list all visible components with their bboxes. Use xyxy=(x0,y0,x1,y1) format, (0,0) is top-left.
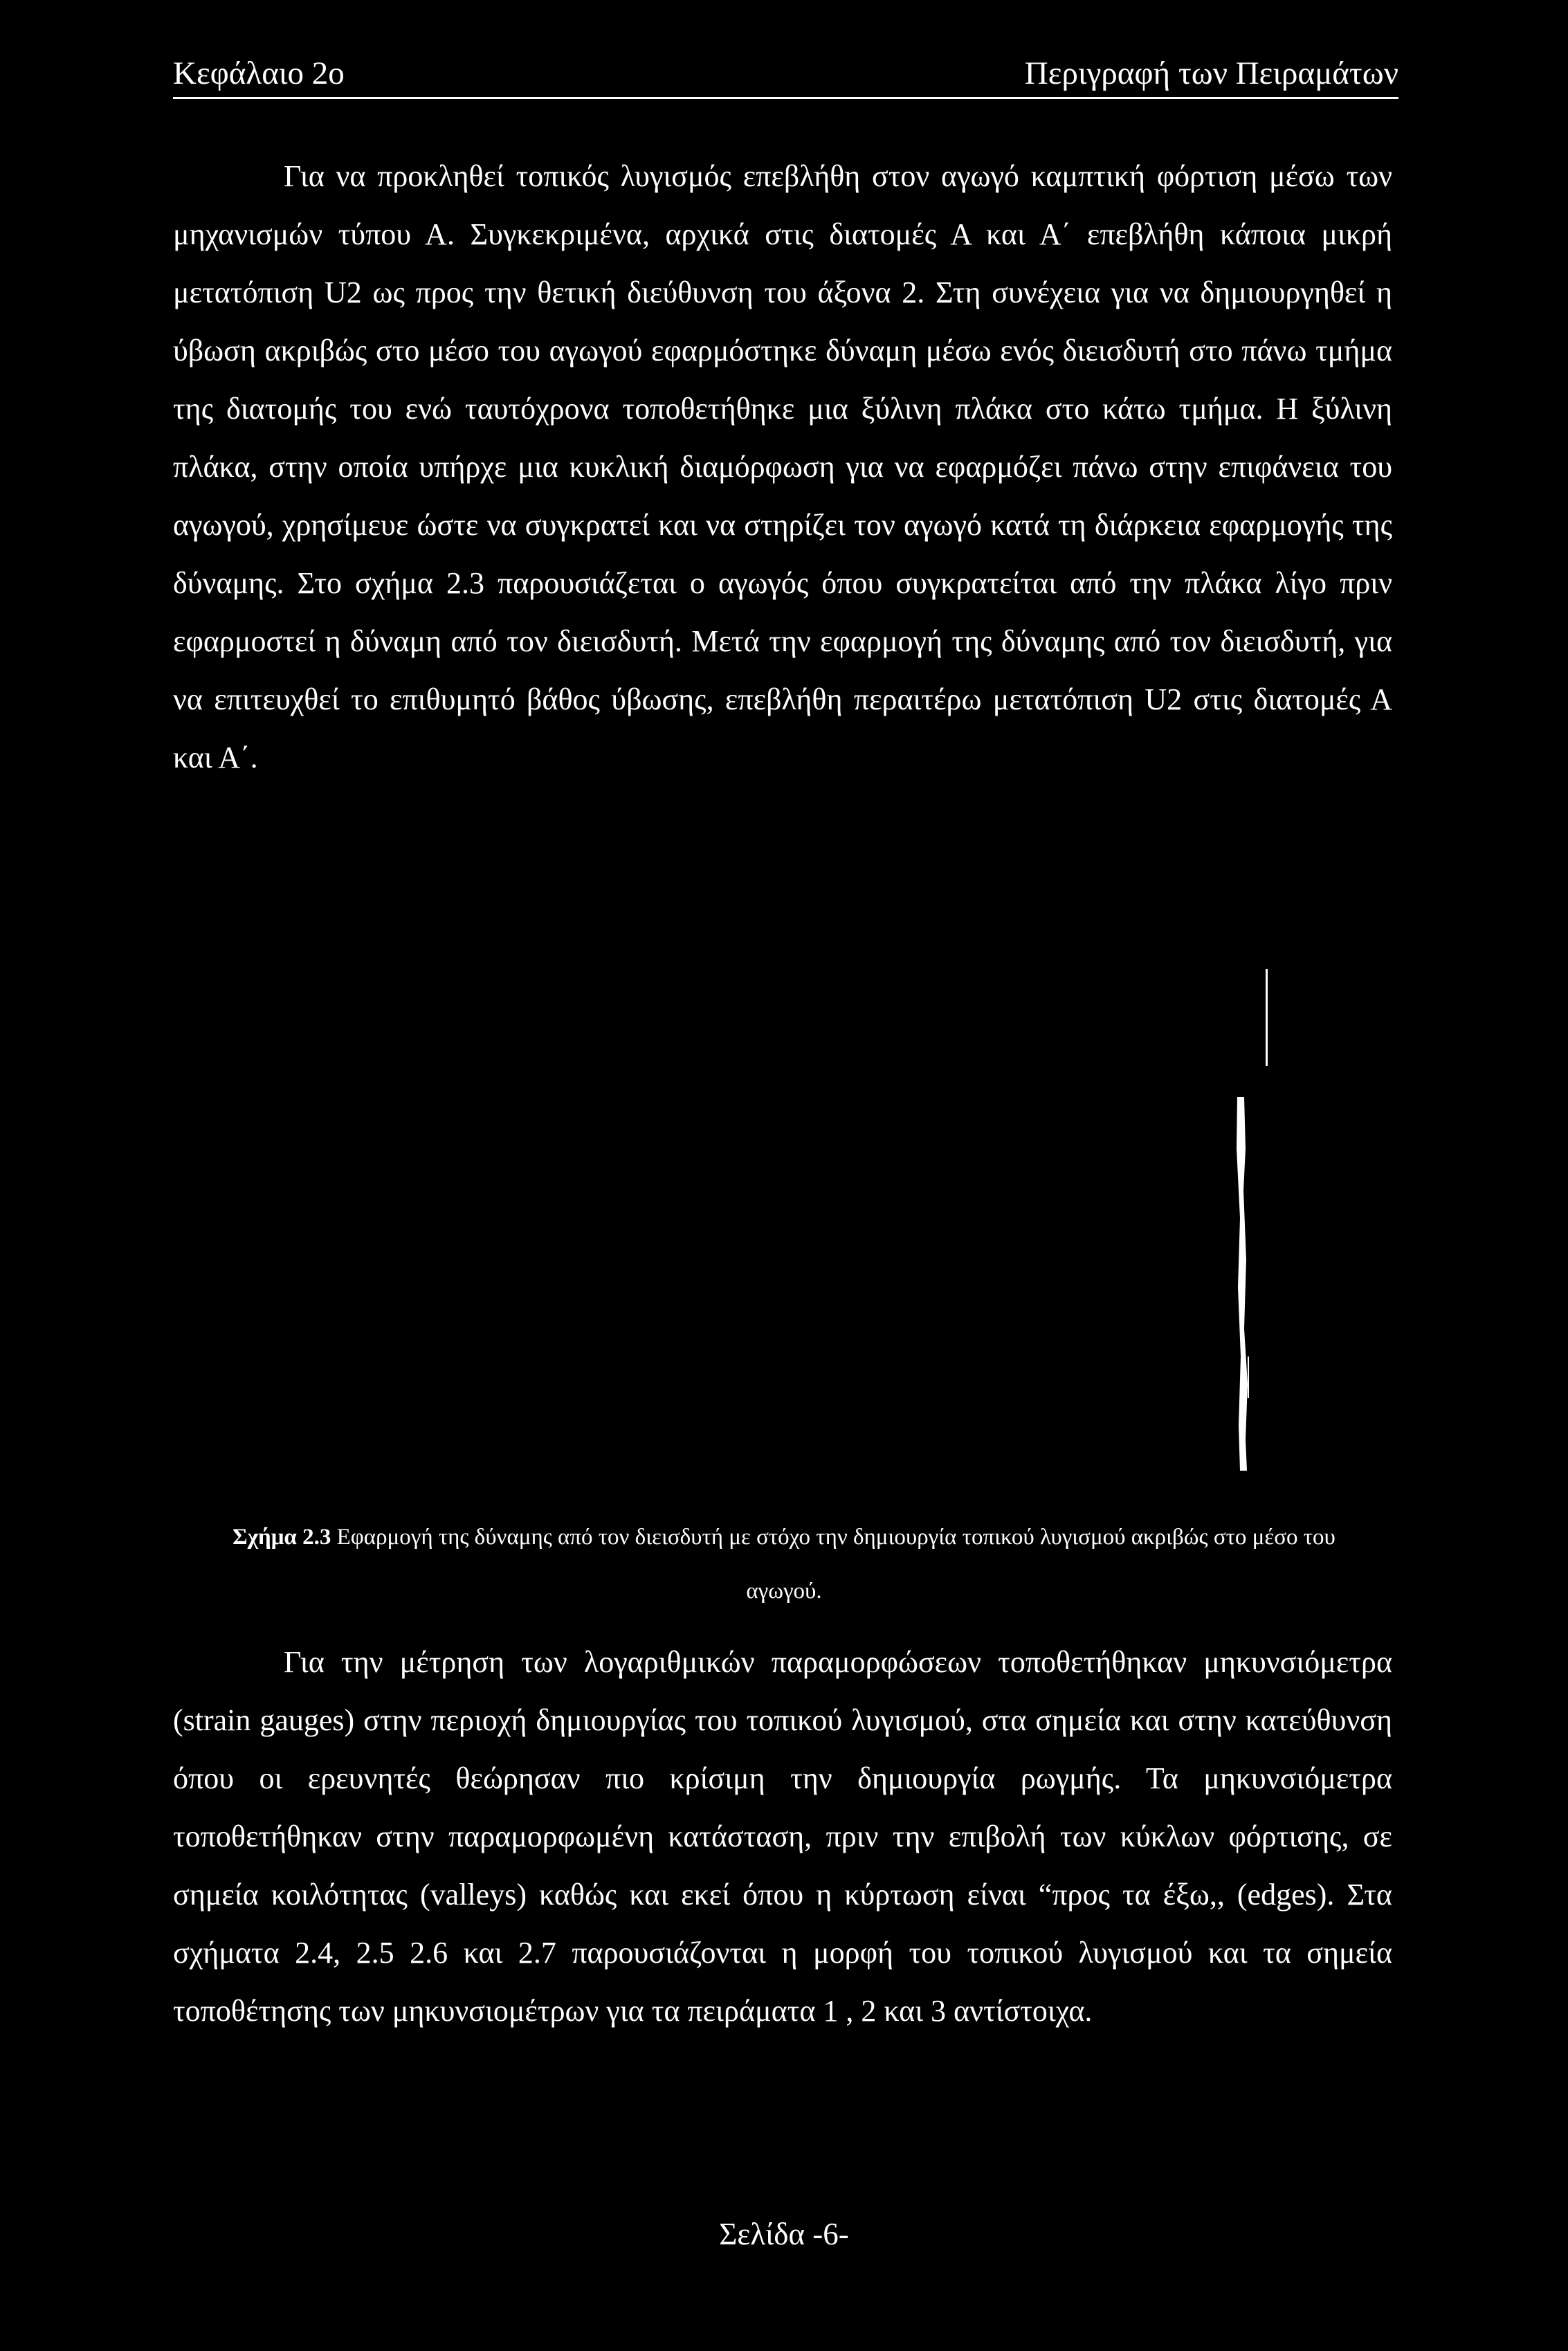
paragraph-2 xyxy=(173,1633,1392,2040)
section-title: Περιγραφή των Πειραμάτων xyxy=(1024,55,1398,91)
page-header xyxy=(173,50,1398,99)
figure-line-top xyxy=(1266,969,1268,1066)
figure-caption-text: Εφαρμογή της δύναμης από τον διεισδυτή με στόχο την δημιουργία τοπικού λυγισμού ακριβώς στο μέσο του αγωγού. xyxy=(336,1525,1335,1604)
paragraph-2-text: Για την μέτρηση των λογαριθμικών παραμορφώσεων τοποθετήθηκαν μηκυνσιόμετρα (strain gauges) στην περιοχή δημιουργίας του τοπικού λυγισμού, στα σημεία και στην κατεύθυνση όπου οι ερευνητές θεώρησαν πιο κρίσιμη την δημιουργία ρωγμής. Τα μηκυνσιόμετρα τοποθετήθηκαν στην παραμορφωμένη κατάσταση, πριν την επιβολή των κύκλων φόρτισης, σε σημεία κοιλότητας (valleys) καθώς και εκεί όπου η κύρτωση είναι “προς τα έξω,, (edges). Στα σχήματα 2.4, 2.5 2.6 και 2.7 παρουσιάζονται η μορφή του τοπικού λυγισμού και τα σημεία τοποθέτησης των μηκυνσιομέτρων για τα πειράματα 1 , 2 και 3 αντίστοιχα. xyxy=(173,1645,1392,2028)
figure-strip-edge xyxy=(1248,1356,1249,1398)
paragraph-1-text: Για να προκληθεί τοπικός λυγισμός επεβλήθη στον αγωγό καμπτική φόρτιση μέσω των μηχανισμών τύπου Α. Συγκεκριμένα, αρχικά στις διατομές Α και Α΄ επεβλήθη κάποια μικρή μετατόπιση U2 ως προς την θετική διεύθυνση του άξονα 2. Στη συνέχεια για να δημιουργηθεί η ύβωση ακριβώς στο μέσο του αγωγού εφαρμόστηκε δύναμη μέσω ενός διεισδυτή στο πάνω τμήμα της διατομής του ενώ ταυτόχρονα τοποθετήθηκε μια ξύλινη πλάκα στο κάτω τμήμα. Η ξύλινη πλάκα, στην οποία υπήρχε μια κυκλική διαμόρφωση για να εφαρμόζει πάνω στην επιφάνεια του αγωγού, χρησίμευε ώστε να συγκρατεί και να στηρίζει τον αγωγό κατά τη διάρκεια εφαρμογής της δύναμης. Στο σχήμα 2.3 παρουσιάζεται ο αγωγός όπου συγκρατείται από την πλάκα λίγο πριν εφαρμοστεί η δύναμη από τον διεισδυτή. Μετά την εφαρμογή της δύναμης από τον διεισδυτή, για να επιτευχθεί το επιθυμητό βάθος ύβωσης, επεβλήθη περαιτέρω μετατόπιση U2 στις διατομές Α και Α΄. xyxy=(173,159,1392,774)
figure-strip xyxy=(1237,1097,1248,1471)
chapter-title: Κεφάλαιο 2ο xyxy=(173,55,345,91)
figure-graphic xyxy=(1038,969,1453,1495)
paragraph-1 xyxy=(173,147,1392,787)
figure-caption-label: Σχήμα 2.3 xyxy=(233,1525,331,1550)
figure-caption xyxy=(208,1510,1360,1618)
figure-2-3-image xyxy=(1038,969,1453,1495)
page-number: Σελίδα -6- xyxy=(719,2217,849,2251)
